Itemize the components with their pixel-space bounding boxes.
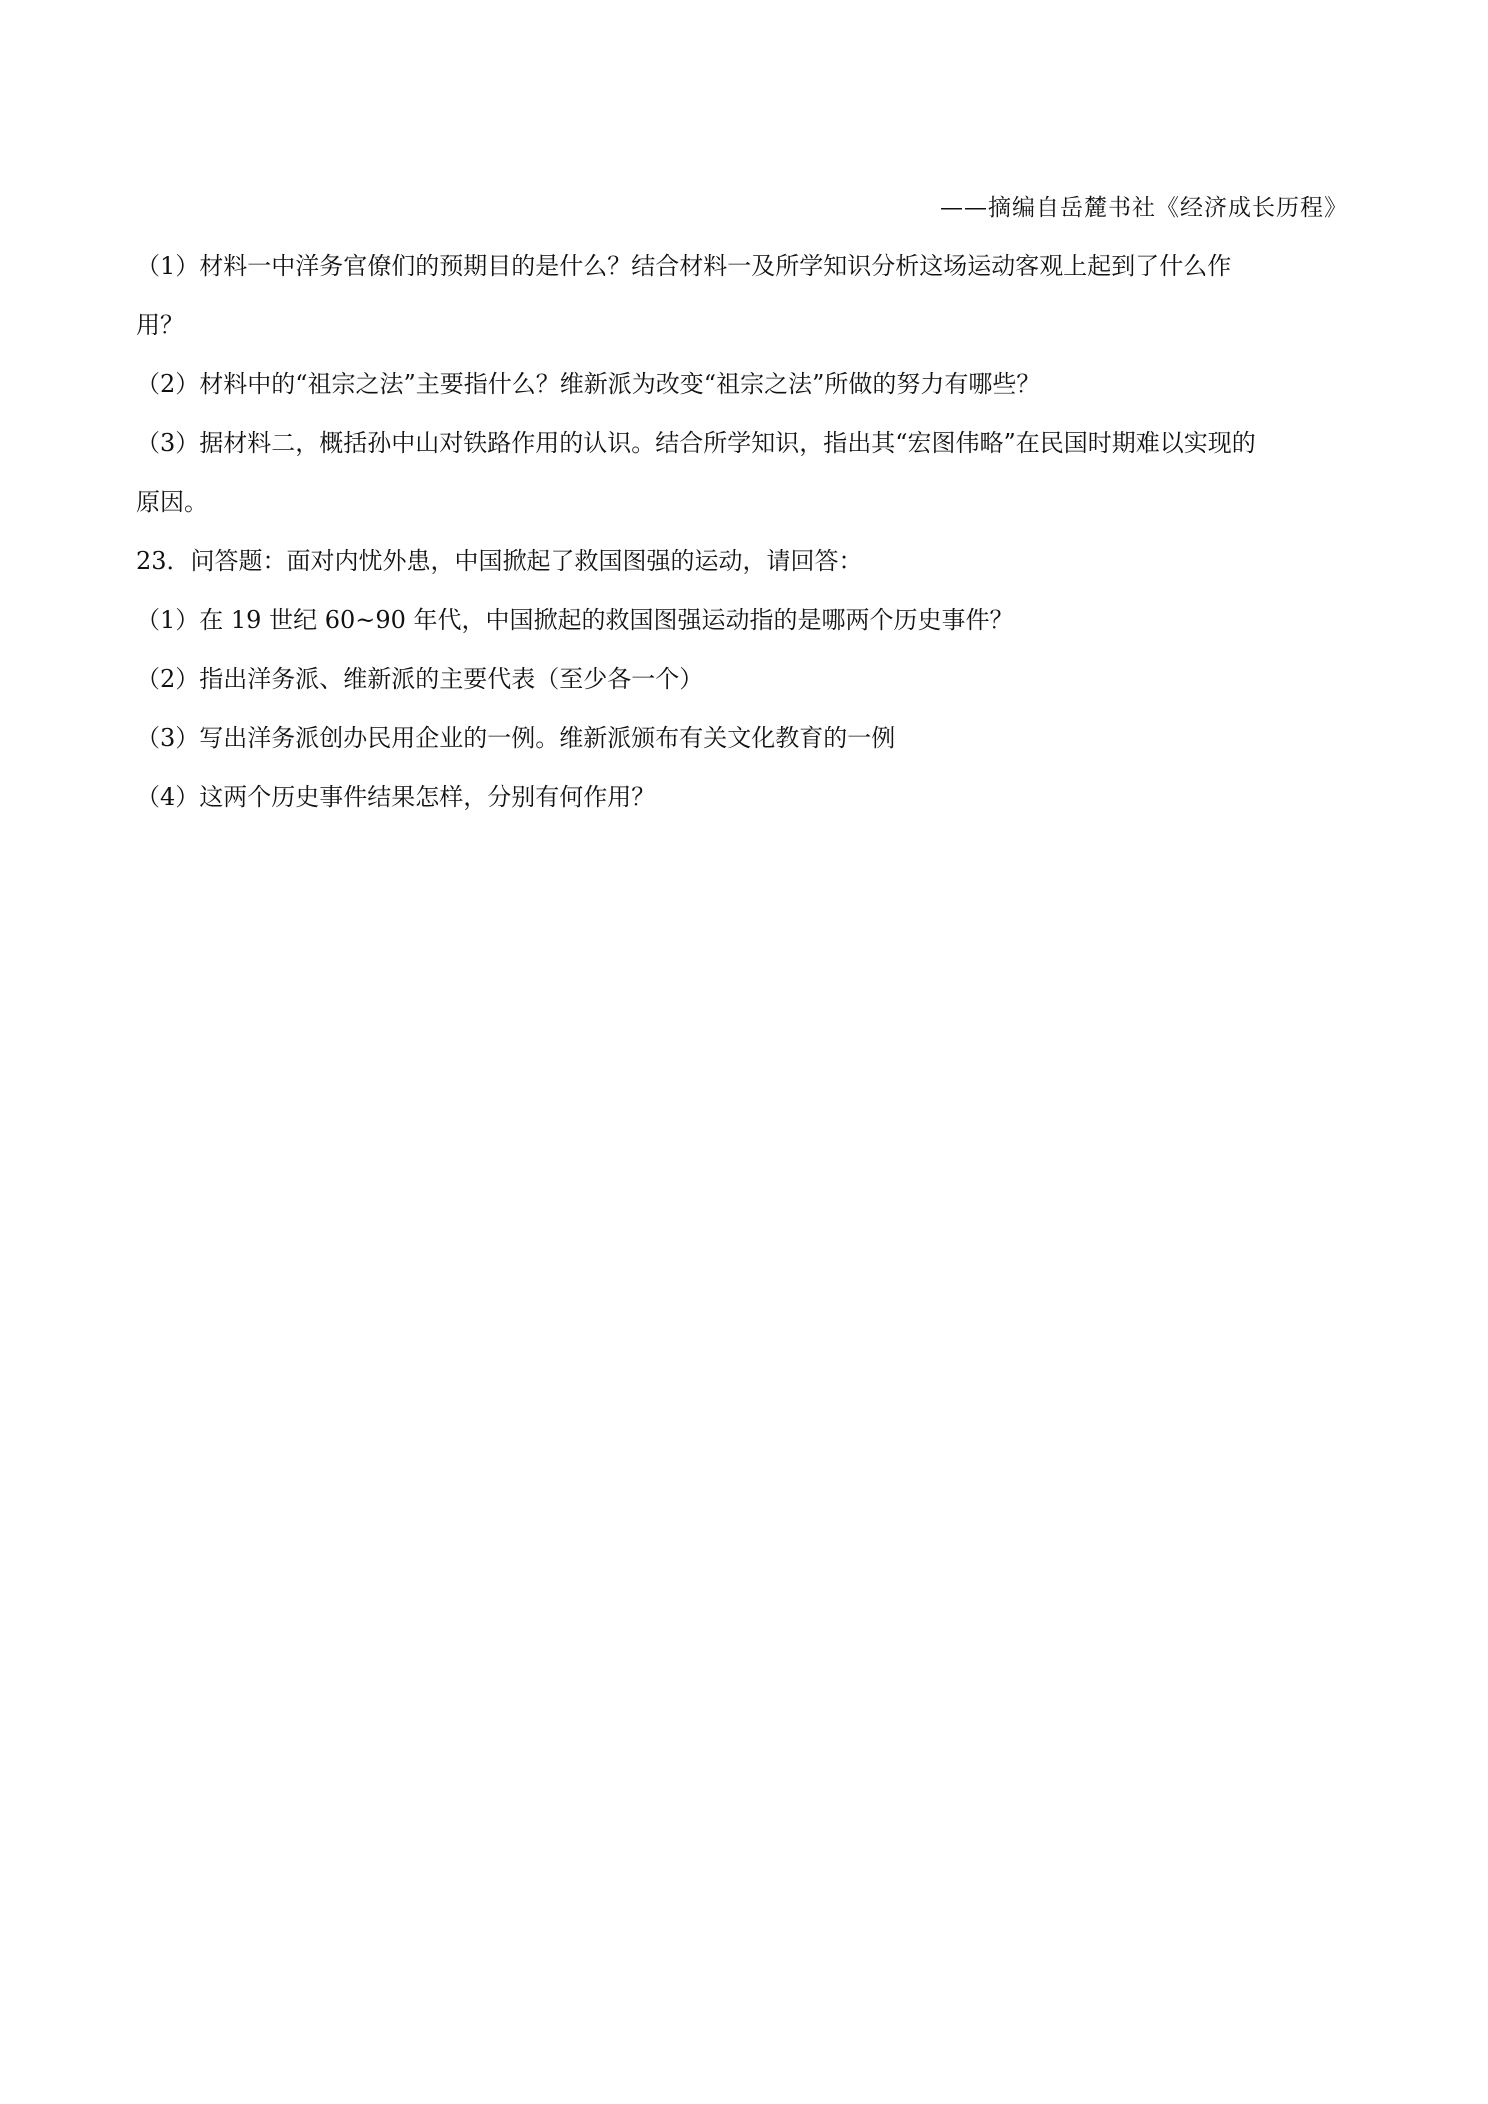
question-22-part-2: （2）材料中的“祖宗之法”主要指什么？维新派为改变“祖宗之法”所做的努力有哪些？ bbox=[136, 370, 1041, 398]
question-22-part-1-line-1: （1）材料一中洋务官僚们的预期目的是什么？结合材料一及所学知识分析这场运动客观上起到了什么作 bbox=[136, 252, 1232, 280]
question-23-heading: 23．问答题：面对内忧外患，中国掀起了救国图强的运动，请回答： bbox=[136, 547, 863, 575]
question-23-part-3: （3）写出洋务派创办民用企业的一例。维新派颁布有关文化教育的一例 bbox=[136, 724, 896, 752]
question-22-part-1-line-2: 用？ bbox=[136, 311, 184, 339]
question-22-part-3-line-2: 原因。 bbox=[136, 488, 208, 516]
question-23-part-2: （2）指出洋务派、维新派的主要代表（至少各一个） bbox=[136, 665, 704, 693]
source-attribution: ——摘编自岳麓书社《经济成长历程》 bbox=[940, 195, 1348, 221]
question-22-part-3-line-1: （3）据材料二，概括孙中山对铁路作用的认识。结合所学知识，指出其“宏图伟略”在民国时期难以实现的 bbox=[136, 429, 1256, 457]
question-23-part-4: （4）这两个历史事件结果怎样，分别有何作用？ bbox=[136, 783, 656, 811]
question-23-part-1: （1）在 19 世纪 60~90 年代，中国掀起的救国图强运动指的是哪两个历史事件？ bbox=[136, 606, 1014, 634]
